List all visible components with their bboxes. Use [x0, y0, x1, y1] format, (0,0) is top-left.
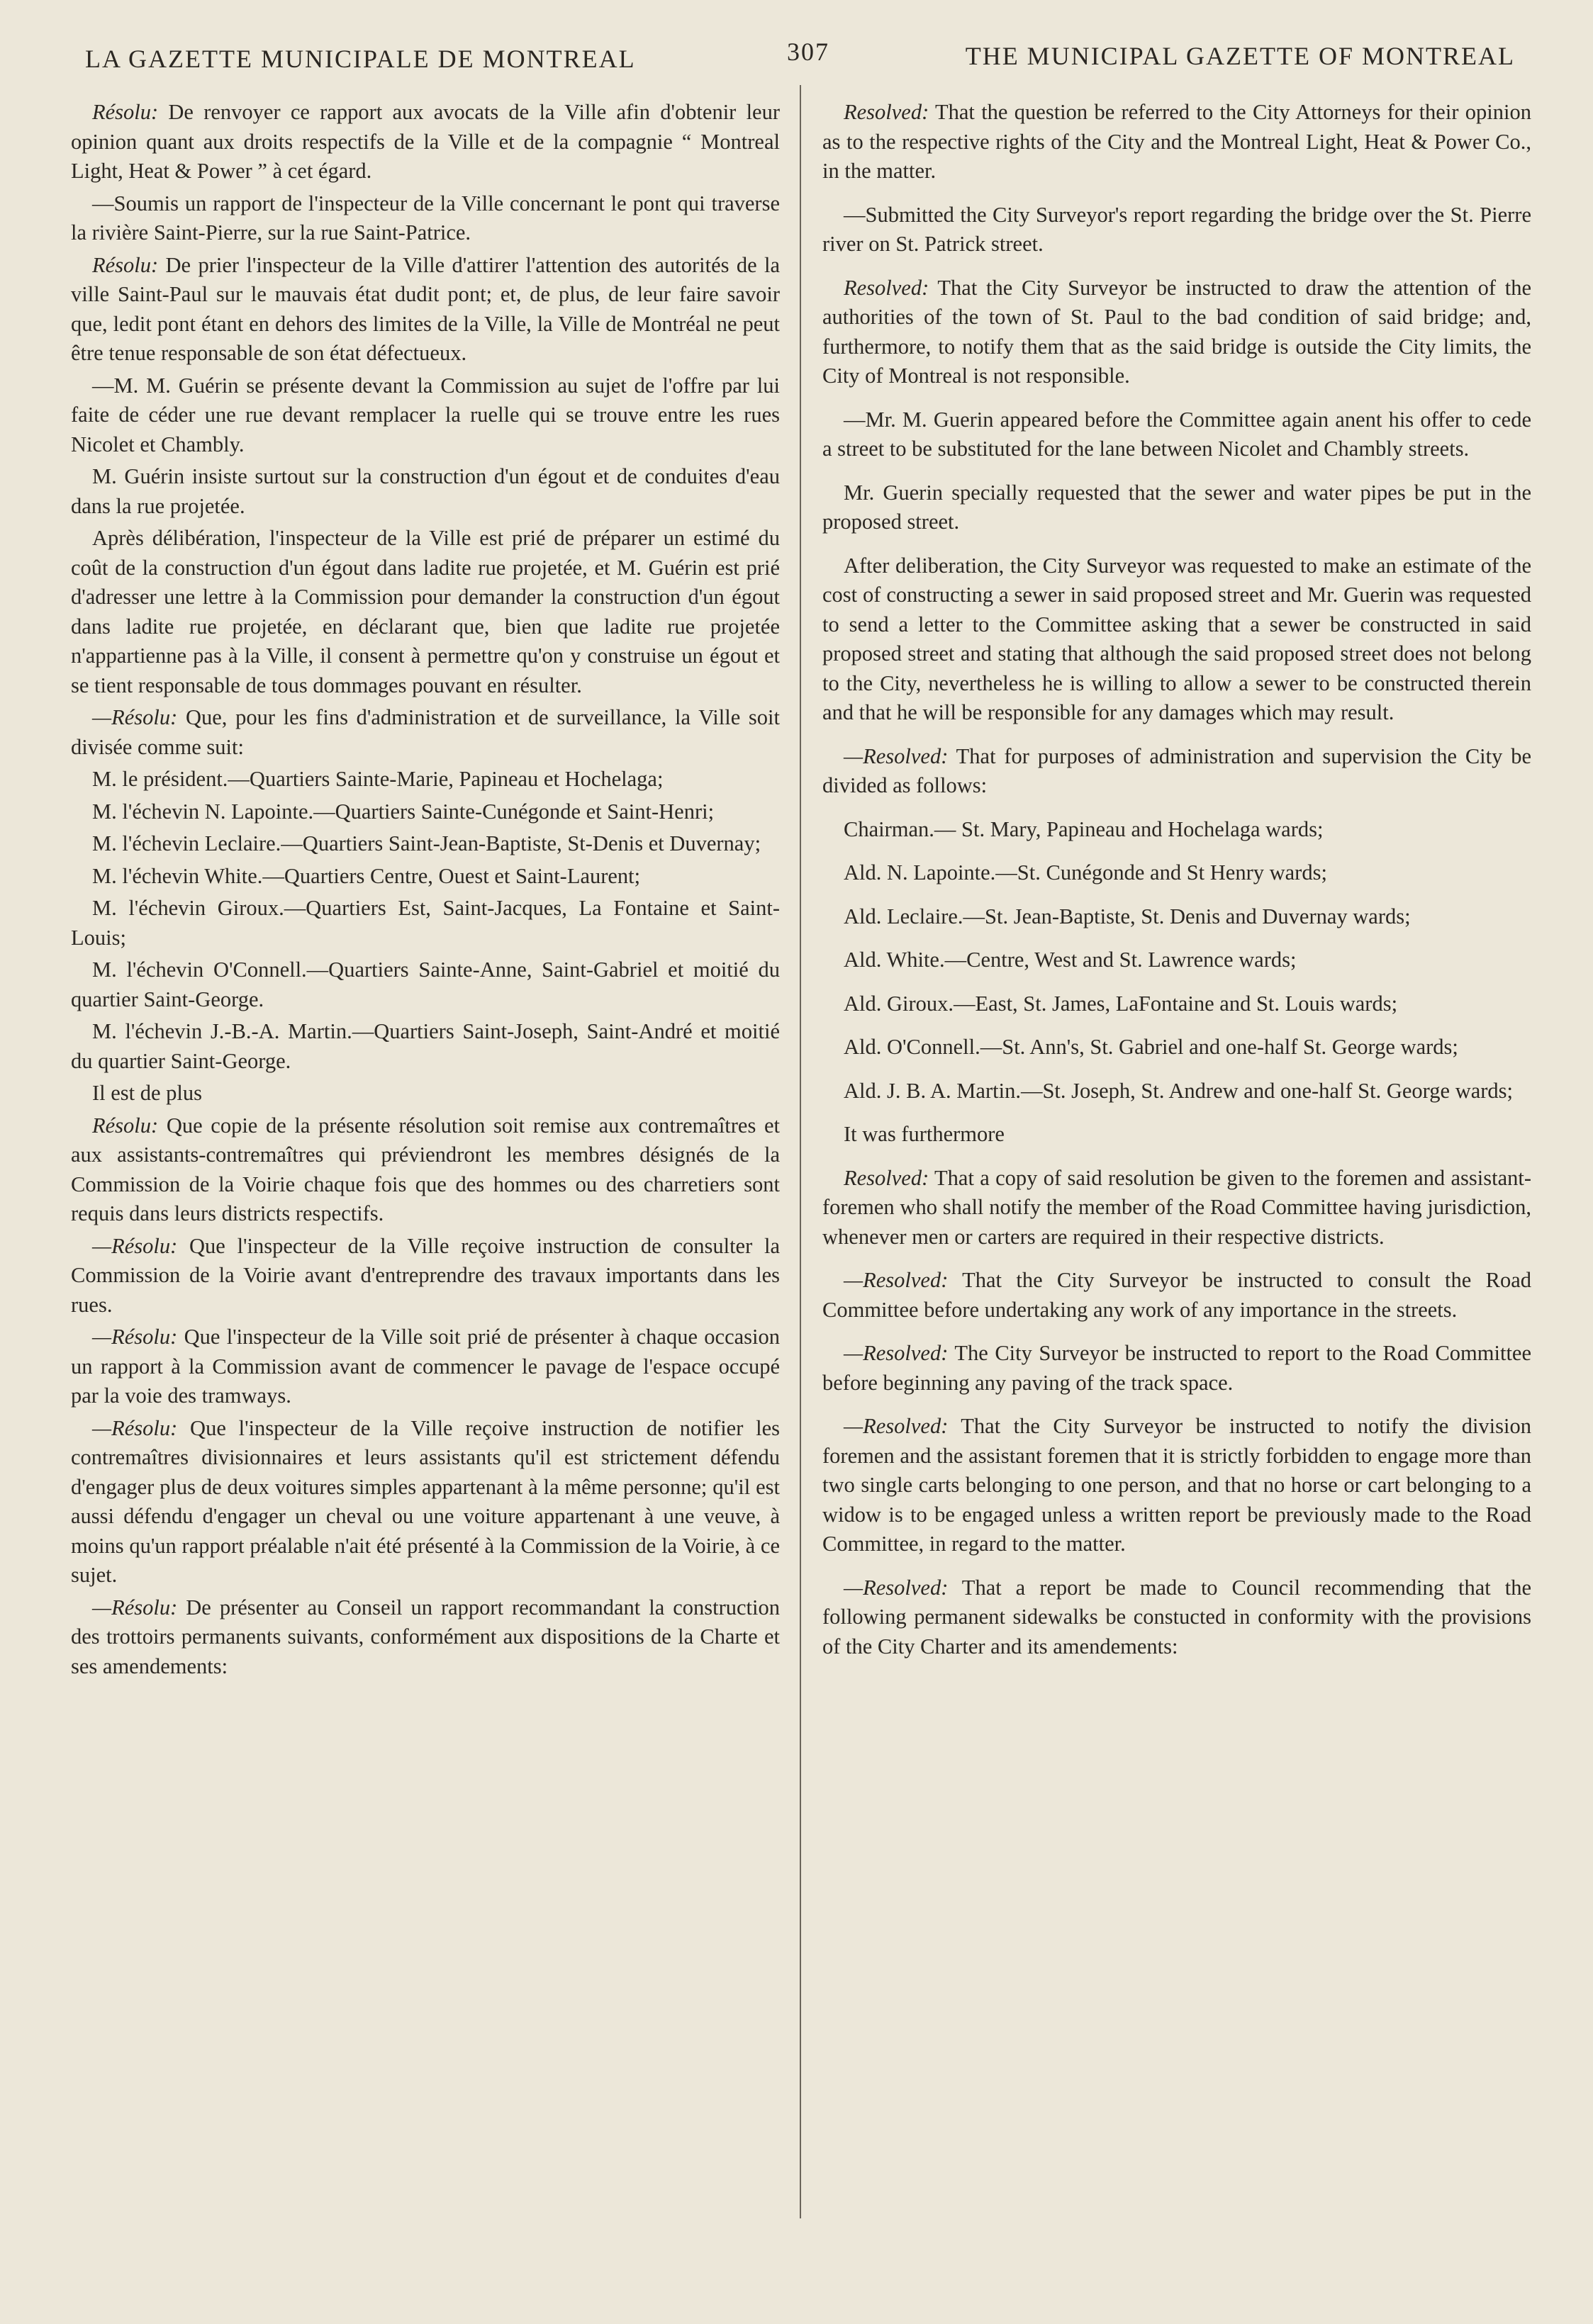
english-paragraph — [822, 405, 1531, 464]
english-paragraph-text: That the City Surveyor be instructed to consult the Road Committee before undertaking any work of any importance in the streets. — [822, 1268, 1531, 1322]
english-paragraph-text: That for purposes of administration and supervision the City be divided as follows: — [822, 743, 1531, 797]
english-paragraph-text: Ald. Giroux.—East, St. James, LaFontaine and St. Louis wards; — [844, 991, 1398, 1016]
french-paragraph-lead: —Résolu: — [92, 1233, 178, 1258]
french-paragraph-lead: —Résolu: — [92, 1325, 178, 1349]
french-paragraph-lead: —Résolu: — [92, 705, 178, 729]
english-paragraph-lead: —Resolved: — [844, 743, 949, 768]
english-paragraph-text: Ald. J. B. A. Martin.—St. Joseph, St. Andrew and one-half St. George wards; — [844, 1078, 1514, 1103]
french-paragraph-text: M. l'échevin O'Connell.—Quartiers Sainte-Anne, Saint-Gabriel et moitié du quartier Saint-George. — [71, 958, 780, 1011]
french-paragraph — [71, 1232, 780, 1320]
french-paragraph-text: Que copie de la présente résolution soit remise aux contremaîtres et aux assistants-contremaîtres qui préviendront les membres désignés de la Commission de la Voirie chaque fois que des hommes ou des charretiers sont requis dans leurs districts respectifs. — [71, 1113, 780, 1225]
french-paragraph — [71, 1414, 780, 1590]
english-paragraph — [822, 1266, 1531, 1325]
english-paragraph-text: It was furthermore — [844, 1122, 1005, 1146]
header-french-title: LA GAZETTE MUNICIPALE DE MONTREAL — [85, 45, 636, 73]
english-paragraph — [822, 478, 1531, 537]
french-paragraph-text: Il est de plus — [92, 1081, 203, 1105]
english-paragraph — [822, 989, 1531, 1019]
english-paragraph-text: That the question be referred to the City Attorneys for their opinion as to the respective rights of the City and the Montreal Light, Heat & Power Co., in the matter. — [822, 100, 1531, 183]
french-paragraph — [71, 1079, 780, 1108]
french-paragraph — [71, 371, 780, 460]
english-paragraph — [822, 1339, 1531, 1398]
english-column — [822, 98, 1531, 1675]
english-paragraph-lead: Resolved: — [844, 1165, 929, 1190]
english-paragraph — [822, 1077, 1531, 1106]
french-paragraph-lead: Résolu: — [92, 252, 159, 277]
english-paragraph-text: Ald. N. Lapointe.—St. Cunégonde and St Henry wards; — [844, 860, 1327, 885]
english-paragraph-lead: —Resolved: — [844, 1268, 949, 1292]
english-paragraph-text: Chairman.— St. Mary, Papineau and Hochelaga wards; — [844, 816, 1324, 841]
english-paragraph — [822, 1412, 1531, 1559]
french-paragraph-lead: Résolu: — [92, 1113, 159, 1138]
french-column — [71, 98, 780, 1684]
english-paragraph-lead: —Resolved: — [844, 1341, 949, 1365]
french-paragraph-text: Que l'inspecteur de la Ville reçoive instruction de consulter la Commission de la Voirie avant d'entreprendre des travaux importants dans les rues. — [71, 1233, 780, 1317]
french-paragraph-text: De prier l'inspecteur de la Ville d'attirer l'attention des autorités de la ville Saint-Paul sur le mauvais état dudit pont; et, de plus, de leur faire savoir que, ledit pont étant en dehors des limites de la Ville, la Ville de Montréal ne peut être tenue responsable de son état défectueux. — [71, 252, 780, 365]
english-paragraph-text: After deliberation, the City Surveyor was requested to make an estimate of the cost of constructing a sewer in said proposed street and Mr. Guerin was requested to send a letter to the Committee asking that a sewer be constructed in said proposed street and stating that although the said proposed street does not belong to the City, nevertheless he is willing to allow a sewer to be constructed therein and that he will be responsible for any damages which may result. — [822, 553, 1531, 724]
english-paragraph-text: That a report be made to Council recommending that the following permanent sidewalks be constucted in conformity with the provisions of the City Charter and its amendements: — [822, 1575, 1531, 1658]
french-paragraph — [71, 189, 780, 248]
french-paragraph — [71, 1593, 780, 1682]
french-paragraph-text: —Soumis un rapport de l'inspecteur de la Ville concernant le pont qui traverse la rivière Saint-Pierre, sur la rue Saint-Patrice. — [71, 191, 780, 245]
header-english-title: THE MUNICIPAL GAZETTE OF MONTREAL — [965, 42, 1515, 70]
english-paragraph-text: That the City Surveyor be instructed to draw the attention of the authorities of the town of St. Paul to the bad condition of said bridge; and, furthermore, to notify them that as the said bridge is outside the City limits, the City of Montreal is not responsible. — [822, 275, 1531, 388]
french-paragraph — [71, 462, 780, 521]
french-paragraph-text: M. l'échevin N. Lapointe.—Quartiers Sainte-Cunégonde et Saint-Henri; — [92, 799, 715, 824]
french-paragraph-text: Après délibération, l'inspecteur de la Ville est prié de préparer un estimé du coût de la construction d'un égout dans ladite rue projetée, et M. Guérin est prié d'adresser une lettre à la Commission pour demander la construction d'un égout dans ladite rue projetée, en déclarant que, bien que ladite rue projetée n'appartienne pas à la Ville, il consent à permettre qu'on y construise un égout et se tient responsable de tous dommages pouvant en résulter. — [71, 526, 780, 697]
page-number: 307 — [787, 38, 829, 66]
english-paragraph-text: Mr. Guerin specially requested that the sewer and water pipes be put in the proposed street. — [822, 480, 1531, 534]
french-paragraph — [71, 765, 780, 795]
english-paragraph-text: Ald. White.—Centre, West and St. Lawrence wards; — [844, 948, 1297, 972]
english-paragraph-text: That the City Surveyor be instructed to notify the division foremen and the assistant foremen that it is strictly forbidden to engage more than two single carts belonging to one person, and that no horse or cart belonging to a widow is to be engaged unless a written report be previously made to the Road Committee, in regard to the matter. — [822, 1414, 1531, 1556]
english-paragraph — [822, 1033, 1531, 1062]
english-paragraph — [822, 551, 1531, 728]
french-paragraph-text: M. l'échevin Leclaire.—Quartiers Saint-Jean-Baptiste, St-Denis et Duvernay; — [92, 831, 761, 855]
french-paragraph-text: De renvoyer ce rapport aux avocats de la Ville afin d'obtenir leur opinion quant aux droits respectifs de la Ville et de la compagnie “ Montreal Light, Heat & Power ” à cet égard. — [71, 100, 780, 183]
french-paragraph-text: De présenter au Conseil un rapport recommandant la construction des trottoirs permanents suivants, conformément aux dispositions de la Charte et ses amendements: — [71, 1595, 780, 1678]
english-paragraph — [822, 274, 1531, 391]
french-paragraph-text: M. le président.—Quartiers Sainte-Marie, Papineau et Hochelaga; — [92, 767, 664, 791]
english-paragraph — [822, 945, 1531, 975]
english-paragraph-text: Ald. O'Connell.—St. Ann's, St. Gabriel and one-half St. George wards; — [844, 1035, 1458, 1059]
french-paragraph — [71, 1017, 780, 1076]
french-paragraph — [71, 955, 780, 1014]
english-paragraph — [822, 815, 1531, 845]
english-paragraph — [822, 1573, 1531, 1662]
french-paragraph — [71, 703, 780, 762]
english-paragraph-lead: —Resolved: — [844, 1414, 949, 1438]
french-paragraph-text: M. l'échevin J.-B.-A. Martin.—Quartiers Saint-Joseph, Saint-André et moitié du quartier Saint-George. — [71, 1019, 780, 1073]
french-paragraph-text: Que, pour les fins d'administration et de surveillance, la Ville soit divisée comme suit: — [71, 705, 780, 759]
french-paragraph — [71, 797, 780, 827]
english-paragraph — [822, 201, 1531, 259]
english-paragraph — [822, 858, 1531, 888]
french-paragraph-text: M. l'échevin White.—Quartiers Centre, Ouest et Saint-Laurent; — [92, 863, 641, 888]
english-paragraph — [822, 1120, 1531, 1150]
french-paragraph — [71, 524, 780, 700]
french-paragraph-text: M. l'échevin Giroux.—Quartiers Est, Saint-Jacques, La Fontaine et Saint-Louis; — [71, 896, 780, 950]
english-paragraph-lead: Resolved: — [844, 275, 929, 300]
french-paragraph-text: —M. M. Guérin se présente devant la Commission au sujet de l'offre par lui faite de céder une rue devant remplacer la ruelle qui se trouve entre les rues Nicolet et Chambly. — [71, 373, 780, 456]
french-paragraph-text: Que l'inspecteur de la Ville reçoive instruction de notifier les contremaîtres divisionnaires et leurs assistants qu'il est strictement défendu d'engager plus de deux voitures simples appartenant à la même personne; qu'il est aussi défendu d'engager un cheval ou une voiture appartenant à une veuve, à moins qu'un rapport préalable n'ait été présenté à la Commission de la Voirie, à ce sujet. — [71, 1415, 780, 1587]
page-header — [85, 28, 1515, 78]
english-paragraph-lead: —Resolved: — [844, 1575, 949, 1600]
french-paragraph-text: Que l'inspecteur de la Ville soit prié de présenter à chaque occasion un rapport à la Commission avant de commencer le pavage de l'espace occupé par la voie des tramways. — [71, 1325, 780, 1408]
english-paragraph-lead: Resolved: — [844, 100, 929, 124]
french-paragraph-lead: —Résolu: — [92, 1415, 178, 1440]
french-paragraph — [71, 829, 780, 859]
column-divider — [800, 85, 801, 2218]
french-paragraph — [71, 894, 780, 953]
french-paragraph — [71, 1323, 780, 1411]
french-paragraph — [71, 251, 780, 369]
english-paragraph-text: —Mr. M. Guerin appeared before the Committee again anent his offer to cede a street to be substituted for the lane between Nicolet and Chambly streets. — [822, 407, 1531, 461]
english-paragraph — [822, 902, 1531, 932]
french-paragraph — [71, 98, 780, 186]
english-paragraph — [822, 98, 1531, 186]
french-paragraph-lead: Résolu: — [92, 100, 159, 124]
french-paragraph — [71, 862, 780, 892]
english-paragraph-text: Ald. Leclaire.—St. Jean-Baptiste, St. Denis and Duvernay wards; — [844, 904, 1411, 928]
english-paragraph-text: That a copy of said resolution be given to the foremen and assistant-foremen who shall notify the member of the Road Committee having jurisdiction, whenever men or carters are required in their respective districts. — [822, 1165, 1531, 1249]
english-paragraph — [822, 1164, 1531, 1252]
french-paragraph-lead: —Résolu: — [92, 1595, 178, 1619]
english-paragraph-text: The City Surveyor be instructed to report to the Road Committee before beginning any paving of the track space. — [822, 1341, 1531, 1395]
english-paragraph — [822, 742, 1531, 801]
french-paragraph-text: M. Guérin insiste surtout sur la construction d'un égout et de conduites d'eau dans la rue projetée. — [71, 464, 780, 518]
english-paragraph-text: —Submitted the City Surveyor's report regarding the bridge over the St. Pierre river on St. Patrick street. — [822, 202, 1531, 256]
french-paragraph — [71, 1111, 780, 1229]
